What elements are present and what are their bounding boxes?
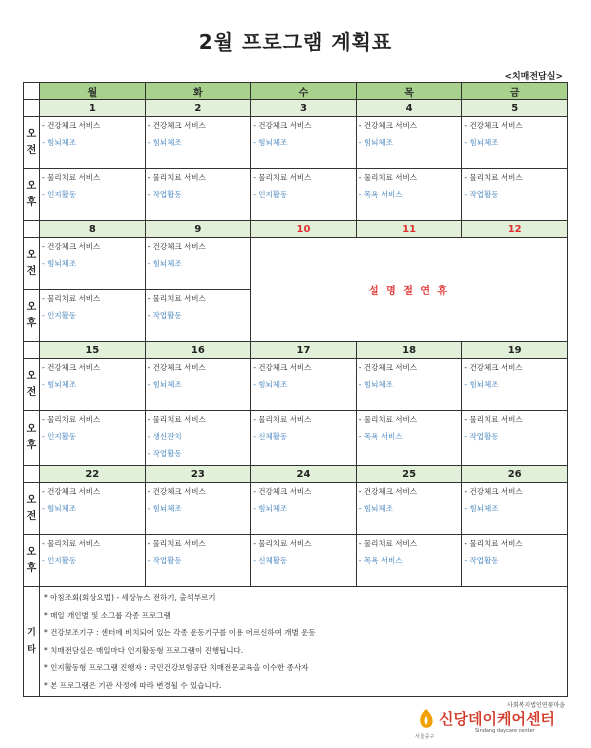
activity-line: - 신체활동 xyxy=(253,432,288,441)
date-cell: 10 xyxy=(251,221,357,238)
activity-line: - 물리치료 서비스 xyxy=(464,173,523,182)
schedule-cell xyxy=(462,483,568,535)
date-cell: 15 xyxy=(40,342,146,359)
schedule-cell xyxy=(356,169,462,221)
activity-line: - 물리치료 서비스 xyxy=(358,539,417,548)
schedule-cell xyxy=(145,117,251,169)
date-cell: 23 xyxy=(145,466,251,483)
notes-cell xyxy=(40,587,568,697)
activity-line: - 신체활동 xyxy=(253,556,288,565)
period-label-am: 오 전 xyxy=(24,359,40,411)
activity-line: - 인지활동 xyxy=(42,432,77,441)
note-item: * 본 프로그램은 기관 사정에 따라 변경될 수 있습니다. xyxy=(44,680,222,690)
activity-line: - 건강체크 서비스 xyxy=(358,487,417,496)
date-row xyxy=(24,342,568,359)
activity-line: - 건강체크 서비스 xyxy=(464,121,523,130)
activity-line: - 건강체크 서비스 xyxy=(253,363,312,372)
date-row-spacer xyxy=(24,221,40,238)
schedule-cell xyxy=(145,169,251,221)
period-label-pm: 오 후 xyxy=(24,535,40,587)
activity-line: - 건강체크 서비스 xyxy=(253,121,312,130)
date-cell: 8 xyxy=(40,221,146,238)
activity-line: - 건강체크 서비스 xyxy=(358,363,417,372)
period-label-am: 오 전 xyxy=(24,117,40,169)
period-label-pm: 오 후 xyxy=(24,290,40,342)
schedule-cell xyxy=(251,117,357,169)
schedule-cell xyxy=(251,359,357,411)
activity-line: - 목욕 서비스 xyxy=(358,432,403,441)
date-cell: 11 xyxy=(356,221,462,238)
activity-line: - 작업활동 xyxy=(147,190,182,199)
weekday-tue: 화 xyxy=(145,83,251,100)
activity-line: - 힘뇌체조 xyxy=(464,504,499,513)
schedule-cell xyxy=(462,359,568,411)
activity-line: - 힘뇌체조 xyxy=(42,259,77,268)
date-cell: 19 xyxy=(462,342,568,359)
schedule-cell xyxy=(251,411,357,466)
date-cell: 22 xyxy=(40,466,146,483)
activity-line: - 목욕 서비스 xyxy=(358,190,403,199)
activity-line: - 인지활동 xyxy=(42,190,77,199)
schedule-cell xyxy=(251,169,357,221)
activity-line: - 물리치료 서비스 xyxy=(358,173,417,182)
schedule-cell xyxy=(145,238,251,290)
activity-line: - 건강체크 서비스 xyxy=(358,121,417,130)
notes-label: 기 타 xyxy=(24,587,40,697)
date-cell: 12 xyxy=(462,221,568,238)
activity-line: - 물리치료 서비스 xyxy=(253,173,312,182)
activity-line: - 건강체크 서비스 xyxy=(42,487,101,496)
activity-line: - 힘뇌체조 xyxy=(358,138,393,147)
activity-line: - 건강체크 서비스 xyxy=(147,242,206,251)
activity-line: - 물리치료 서비스 xyxy=(253,415,312,424)
schedule-cell xyxy=(145,483,251,535)
date-cell: 24 xyxy=(251,466,357,483)
logo-name-main: 신당 xyxy=(439,710,468,728)
schedule-cell xyxy=(462,411,568,466)
activity-line: - 힘뇌체조 xyxy=(147,138,182,147)
weekday-thu: 목 xyxy=(356,83,462,100)
activity-line: - 힘뇌체조 xyxy=(42,138,77,147)
department-label: <치매전담실> xyxy=(504,72,563,82)
note-item: * 치매전담실은 매일마다 인지활동형 프로그램이 진행됩니다. xyxy=(44,645,244,655)
schedule-cell xyxy=(462,169,568,221)
schedule-cell xyxy=(356,411,462,466)
period-row-pm xyxy=(24,535,568,587)
activity-line: - 건강체크 서비스 xyxy=(42,121,101,130)
activity-line: - 물리치료 서비스 xyxy=(147,415,206,424)
schedule-cell xyxy=(40,238,146,290)
schedule-cell xyxy=(251,535,357,587)
activity-line: - 물리치료 서비스 xyxy=(464,539,523,548)
activity-line: - 물리치료 서비스 xyxy=(464,415,523,424)
activity-line: - 목욕 서비스 xyxy=(358,556,403,565)
date-row-spacer xyxy=(24,342,40,359)
date-cell: 16 xyxy=(145,342,251,359)
period-row-pm xyxy=(24,169,568,221)
notes-row xyxy=(24,587,568,697)
page-title: 2월 프로그램 계획표 xyxy=(198,30,393,54)
schedule-cell xyxy=(40,169,146,221)
weekday-fri: 금 xyxy=(462,83,568,100)
activity-line: - 물리치료 서비스 xyxy=(358,415,417,424)
period-row-am xyxy=(24,117,568,169)
schedule-cell xyxy=(40,483,146,535)
activity-line: - 물리치료 서비스 xyxy=(147,294,206,303)
date-row xyxy=(24,466,568,483)
schedule-cell xyxy=(40,117,146,169)
activity-line: - 물리치료 서비스 xyxy=(253,539,312,548)
note-item: * 인지활동형 프로그램 진행자 : 국민건강보험공단 치매전문교육을 이수한 종사자 xyxy=(44,663,309,672)
logo-name xyxy=(439,708,555,729)
activity-line: - 힘뇌체조 xyxy=(253,504,288,513)
weekday-header-row xyxy=(24,83,568,100)
activity-line: - 인지활동 xyxy=(42,556,77,565)
weekday-mon: 월 xyxy=(40,83,146,100)
center-logo xyxy=(415,700,565,740)
activity-line: - 건강체크 서비스 xyxy=(253,487,312,496)
holiday-closed-cell: 설 명 절 연 휴 xyxy=(251,238,568,342)
schedule-cell xyxy=(145,411,251,466)
activity-line: - 힘뇌체조 xyxy=(358,380,393,389)
date-cell: 9 xyxy=(145,221,251,238)
activity-line: - 인지활동 xyxy=(253,190,288,199)
date-cell: 26 xyxy=(462,466,568,483)
activity-line: - 건강체크 서비스 xyxy=(147,363,206,372)
schedule-cell xyxy=(145,535,251,587)
date-cell: 18 xyxy=(356,342,462,359)
schedule-cell xyxy=(462,535,568,587)
schedule-cell xyxy=(40,290,146,342)
logo-name-sub: 데이케어센터 xyxy=(467,710,555,728)
activity-line: - 건강체크 서비스 xyxy=(147,121,206,130)
activity-line: - 힘뇌체조 xyxy=(147,380,182,389)
date-row xyxy=(24,221,568,238)
logo-org-text: 사회복지법인연꽃마을 xyxy=(507,702,565,709)
activity-line: - 건강체크 서비스 xyxy=(42,242,101,251)
schedule-cell xyxy=(145,290,251,342)
schedule-cell xyxy=(40,411,146,466)
activity-line: - 힘뇌체조 xyxy=(42,380,77,389)
schedule-cell xyxy=(356,483,462,535)
activity-line: - 힘뇌체조 xyxy=(464,380,499,389)
activity-line: - 힘뇌체조 xyxy=(147,259,182,268)
activity-line: - 물리치료 서비스 xyxy=(147,539,206,548)
period-label-am: 오 전 xyxy=(24,483,40,535)
date-cell: 25 xyxy=(356,466,462,483)
schedule-cell xyxy=(462,117,568,169)
activity-line: - 힘뇌체조 xyxy=(464,138,499,147)
period-label-pm: 오 후 xyxy=(24,169,40,221)
date-cell: 3 xyxy=(251,100,357,117)
activity-line: - 물리치료 서비스 xyxy=(147,173,206,182)
period-label-am: 오 전 xyxy=(24,238,40,290)
activity-line: - 힘뇌체조 xyxy=(253,380,288,389)
note-item: * 매일 개인별 및 소그룹 각종 프로그램 xyxy=(44,610,171,620)
schedule-cell xyxy=(356,359,462,411)
activity-line: - 힘뇌체조 xyxy=(253,138,288,147)
period-row-am xyxy=(24,483,568,535)
date-row-spacer xyxy=(24,466,40,483)
activity-line: - 생신잔치 xyxy=(147,432,182,441)
schedule-cell xyxy=(40,535,146,587)
date-cell: 4 xyxy=(356,100,462,117)
schedule-cell xyxy=(356,535,462,587)
activity-line: - 작업활동 xyxy=(464,432,499,441)
schedule-cell xyxy=(356,117,462,169)
activity-line: - 힘뇌체조 xyxy=(42,504,77,513)
date-cell: 1 xyxy=(40,100,146,117)
activity-line: - 힘뇌체조 xyxy=(147,504,182,513)
activity-line: - 건강체크 서비스 xyxy=(42,363,101,372)
schedule-table xyxy=(23,82,568,697)
logo-english: Sindang daycare center xyxy=(475,728,535,734)
activity-line: - 작업활동 xyxy=(147,556,182,565)
header-corner xyxy=(24,83,40,100)
activity-line: - 물리치료 서비스 xyxy=(42,294,101,303)
activity-line: - 힘뇌체조 xyxy=(358,504,393,513)
activity-line: - 작업활동 xyxy=(147,449,182,458)
schedule-cell xyxy=(40,359,146,411)
period-row-am xyxy=(24,238,568,290)
period-label-pm: 오 후 xyxy=(24,411,40,466)
activity-line: - 작업활동 xyxy=(147,311,182,320)
activity-line: - 작업활동 xyxy=(464,190,499,199)
schedule-cell xyxy=(145,359,251,411)
activity-line: - 건강체크 서비스 xyxy=(147,487,206,496)
activity-line: - 인지활동 xyxy=(42,311,77,320)
date-cell: 17 xyxy=(251,342,357,359)
activity-line: - 작업활동 xyxy=(464,556,499,565)
note-item: * 건강보조기구 : 센터에 비치되어 있는 각종 운동기구를 이용 어르신하여 개별 운동 xyxy=(44,628,316,637)
activity-line: - 물리치료 서비스 xyxy=(42,415,101,424)
logo-mark-icon xyxy=(417,708,435,730)
date-row xyxy=(24,100,568,117)
period-row-pm xyxy=(24,411,568,466)
activity-line: - 건강체크 서비스 xyxy=(464,363,523,372)
weekday-wed: 수 xyxy=(251,83,357,100)
period-row-am xyxy=(24,359,568,411)
date-row-spacer xyxy=(24,100,40,117)
logo-location: 서울중구 xyxy=(415,734,435,740)
date-cell: 2 xyxy=(145,100,251,117)
activity-line: - 건강체크 서비스 xyxy=(464,487,523,496)
date-cell: 5 xyxy=(462,100,568,117)
note-item: * 아침조회(회상요법) - 세상뉴스 전하기, 출석부르기 xyxy=(44,593,216,602)
activity-line: - 물리치료 서비스 xyxy=(42,173,101,182)
schedule-cell xyxy=(251,483,357,535)
activity-line: - 물리치료 서비스 xyxy=(42,539,101,548)
